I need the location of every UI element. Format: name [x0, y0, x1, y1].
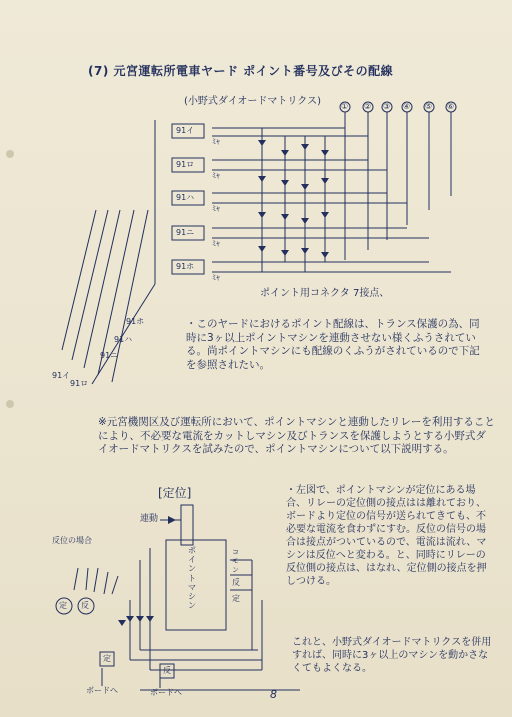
connector-num: ⑥ — [447, 102, 455, 111]
teii-box-label: 定 — [103, 654, 111, 663]
common-label: コモン — [232, 548, 239, 574]
note-diode: ※元宮機関区及び運転所において、ポイントマシンと連動したリレーを利用することにより、不必要な電流をカットしマシン及びトランスを保護しようとする小野式ダイオードマトリクスを試みたので、ポイントマシンについて以下説明する。 — [98, 416, 495, 456]
connector-num: ① — [341, 102, 349, 111]
note-fixed-position: ・左図で、ポイントマシンが定位にある場合、リレーの定位側の接点はは離れており、ボードより定位の信号が送られてきても、不必要な電流を食わずにすむ。反位の信号の場合は接点がついているので、電流は流れ、マシンは反位へと変わる。と、同時にリレーの反位側の接点は、はなれ、定位側の接点を押しつける。 — [286, 485, 487, 587]
page-title: (7) 元宮運転所電車ヤード ポイント番号及びその配線 — [88, 64, 394, 78]
track-label: 91イ — [52, 371, 71, 380]
relay-label: 91イ — [176, 126, 195, 135]
board-a-label: ボードへ — [86, 686, 118, 695]
track-label: 91ニ — [100, 351, 119, 360]
figure-title: [定位] — [158, 486, 192, 500]
teii-label: 定 — [232, 594, 240, 603]
renkou-label: 連動 — [140, 514, 159, 524]
reverse-case-label: 反位の場合 — [52, 536, 92, 545]
page-number: 8 — [270, 688, 277, 701]
connector-num: ⑤ — [425, 102, 433, 111]
hani-label: 反 — [232, 578, 240, 587]
connector-num: ② — [364, 102, 372, 111]
diagram-subtitle: (小野式ダイオードマトリクス) — [184, 96, 322, 107]
relay-label: 91ニ — [176, 228, 195, 237]
note-yard: ・このヤードにおけるポイント配線は、トランス保護の為、同時に3ヶ以上ポイントマシンを連動させない様くふうされている。尚ポイントマシンにも配線のくふうがされているので下記を参照されたい。 — [186, 318, 480, 371]
connector-caption: ポイント用コネクタ 7接点、 — [260, 288, 390, 299]
track-label: 91ロ — [70, 379, 89, 388]
relay-label: 91ロ — [176, 160, 195, 169]
relay-pin: ﾐｬ — [212, 171, 220, 180]
relay-pin: ﾐｬ — [212, 204, 220, 213]
track-label: 91ハ — [114, 335, 133, 344]
connector-num: ④ — [403, 102, 411, 111]
connector-num: ③ — [383, 102, 391, 111]
relay-pin: ﾐｬ — [212, 273, 220, 282]
relay-pin: ﾐｬ — [212, 137, 220, 146]
relay-label: 91ハ — [176, 193, 195, 202]
teii-circle-label: 定 — [59, 601, 67, 610]
track-label: 91ホ — [126, 317, 145, 326]
hani-circle-label: 反 — [81, 601, 89, 610]
relay-pin: ﾐｬ — [212, 239, 220, 248]
note-conclusion: これと、小野式ダイオードマトリクスを併用すれば、同時に3ヶ以上のマシンを動かさなくてもよくなる。 — [292, 637, 492, 674]
hani-box-label: 反 — [163, 666, 171, 675]
point-machine-label: ポイントマシン — [188, 546, 196, 611]
relay-label: 91ホ — [176, 262, 195, 271]
board-b-label: ボードへ — [150, 688, 182, 697]
